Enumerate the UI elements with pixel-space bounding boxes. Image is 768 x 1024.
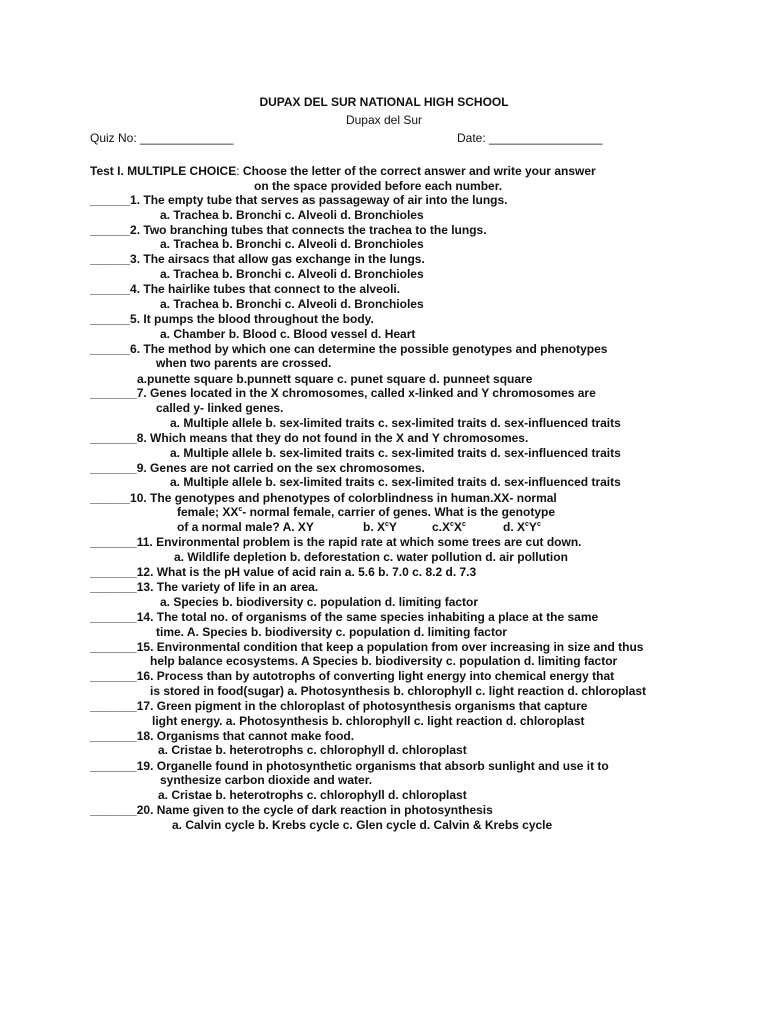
test-instructions — [90, 164, 690, 194]
question-3-options: a. Trachea b. Bronchi c. Alveoli d. Bronchioles — [160, 267, 424, 281]
question-13: _______13. The variety of life in an area. — [90, 580, 319, 594]
school-name: DUPAX DEL SUR NATIONAL HIGH SCHOOL — [259, 95, 509, 109]
question-11: _______11. Environmental problem is the rapid rate at which some trees are cut down. — [90, 535, 582, 549]
q10-cont-a: female; XX — [177, 505, 239, 519]
question-7-options: a. Multiple allele b. sex-limited traits c. sex-limited traits d. sex-influenced traits — [170, 416, 621, 430]
question-4-options: a. Trachea b. Bronchi c. Alveoli d. Bronchioles — [160, 297, 424, 311]
question-6-continuation: when two parents are crossed. — [156, 356, 332, 370]
question-10-option-d — [503, 520, 541, 535]
question-14-continuation: time. A. Species b. biodiversity c. population d. limiting factor — [156, 625, 507, 639]
question-3: ______3. The airsacs that allow gas exchange in the lungs. — [90, 252, 425, 266]
test-instruction-line-1: Choose the letter of the correct answer and write your answer — [239, 164, 596, 178]
question-19-continuation: synthesize carbon dioxide and water. — [160, 773, 373, 787]
question-10: ______10. The genotypes and phenotypes of colorblindness in human.XX- normal — [90, 491, 557, 505]
question-17-continuation: light energy. a. Photosynthesis b. chlorophyll c. light reaction d. chloroplast — [152, 714, 585, 728]
q10-opt-c-text: c.X — [432, 520, 451, 534]
question-5-options: a. Chamber b. Blood c. Blood vessel d. Heart — [160, 327, 416, 341]
question-12: _______12. What is the pH value of acid rain a. 5.6 b. 7.0 c. 8.2 d. 7.3 — [90, 565, 477, 579]
question-6-options: a.punette square b.punnett square c. punet square d. punneet square — [137, 372, 533, 386]
q10-opt-d-text: d. X — [503, 520, 526, 534]
question-6: ______6. The method by which one can determine the possible genotypes and phenotypes — [90, 342, 608, 356]
question-20: _______20. Name given to the cycle of dark reaction in photosynthesis — [90, 803, 493, 817]
q10-opt-c-sup2: c — [461, 521, 466, 528]
question-8: _______8. Which means that they do not found in the X and Y chromosomes. — [90, 431, 529, 445]
question-15: _______15. Environmental condition that keep a population from over increasing in size and thus — [90, 640, 644, 654]
q10-opt-d-sup1: c — [525, 521, 529, 528]
question-2-options: a. Trachea b. Bronchi c. Alveoli d. Bronchioles — [160, 237, 424, 251]
q10-cont-sup: c — [238, 506, 243, 513]
q10-opt-b-text: b. X — [363, 520, 386, 534]
question-18-options: a. Cristae b. heterotrophs c. chlorophyll d. chloroplast — [158, 743, 467, 757]
question-10-option-b — [363, 520, 397, 535]
question-13-options: a. Species b. biodiversity c. population d. limiting factor — [160, 595, 479, 609]
question-16: _______16. Process than by autotrophs of converting light energy into chemical energy that — [90, 669, 615, 683]
question-10-option-a: of a normal male? A. XY — [177, 520, 314, 534]
question-20-options: a. Calvin cycle b. Krebs cycle c. Glen cycle d. Calvin & Krebs cycle — [172, 818, 553, 832]
question-17: _______17. Green pigment in the chloroplast of photosynthesis organisms that capture — [90, 699, 588, 713]
question-5: ______5. It pumps the blood throughout the body. — [90, 312, 374, 326]
question-1-options: a. Trachea b. Bronchi c. Alveoli d. Bronchioles — [160, 208, 424, 222]
q10-opt-c-mid: X — [453, 520, 462, 534]
question-1: ______1. The empty tube that serves as passageway of air into the lungs. — [90, 193, 508, 207]
question-10-continuation — [177, 505, 555, 520]
test-title: Test I. MULTIPLE CHOICE — [90, 164, 237, 178]
question-19-options: a. Cristae b. heterotrophs c. chlorophyll d. chloroplast — [158, 788, 467, 802]
test-instruction-line-2: on the space provided before each number. — [254, 179, 503, 193]
question-10-option-c — [432, 520, 466, 535]
q10-opt-b-end: Y — [388, 520, 397, 534]
q10-cont-b: - normal female, carrier of genes. What is the genotype — [242, 505, 556, 519]
date-field: Date: _________________ — [457, 131, 603, 145]
question-2: ______2. Two branching tubes that connects the trachea to the lungs. — [90, 223, 487, 237]
question-4: ______4. The hairlike tubes that connect to the alveoli. — [90, 282, 401, 296]
question-16-continuation: is stored in food(sugar) a. Photosynthesis b. chlorophyll c. light reaction d. chloroplast — [150, 684, 647, 698]
question-18: _______18. Organisms that cannot make food. — [90, 729, 355, 743]
question-14: _______14. The total no. of organisms of the same species inhabiting a place at the same — [90, 610, 599, 624]
school-location: Dupax del Sur — [345, 113, 423, 127]
question-15-continuation: help balance ecosystems. A Species b. biodiversity c. population d. limiting factor — [150, 654, 618, 668]
q10-opt-b-sup: c — [385, 521, 389, 528]
question-9: _______9. Genes are not carried on the sex chromosomes. — [90, 461, 425, 475]
question-11-options: a. Wildlife depletion b. deforestation c. water pollution d. air pollution — [174, 550, 568, 564]
question-7-continuation: called y- linked genes. — [156, 401, 284, 415]
q10-opt-d-mid: Y — [528, 520, 537, 534]
question-7: _______7. Genes located in the X chromosomes, called x-linked and Y chromosomes are — [90, 386, 596, 400]
test-title-colon: : — [236, 164, 240, 178]
q10-opt-d-sup2: c — [536, 521, 541, 528]
question-19: _______19. Organelle found in photosynthetic organisms that absorb sunlight and use it to — [90, 759, 609, 773]
quiz-number-field: Quiz No: ______________ — [90, 131, 234, 145]
question-8-options: a. Multiple allele b. sex-limited traits c. sex-limited traits d. sex-influenced traits — [170, 446, 621, 460]
question-9-options: a. Multiple allele b. sex-limited traits c. sex-limited traits d. sex-influenced traits — [170, 475, 621, 489]
q10-opt-c-sup1: c — [450, 521, 454, 528]
